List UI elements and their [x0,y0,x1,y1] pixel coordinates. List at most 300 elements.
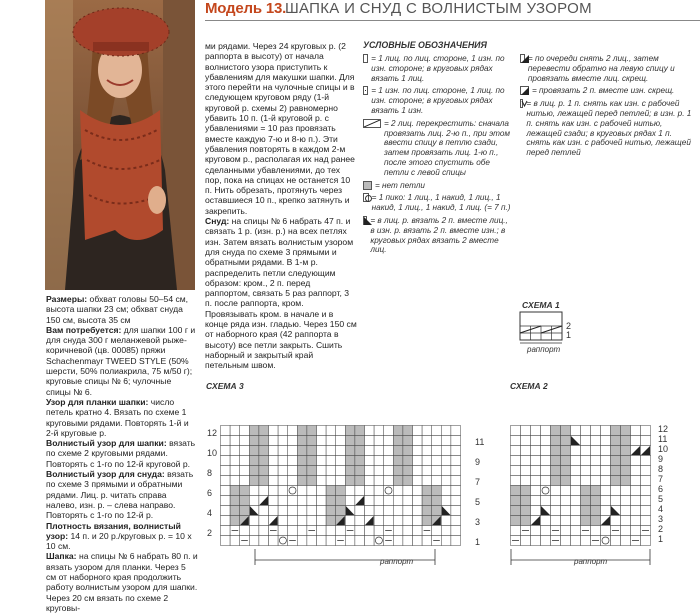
chart-cell [511,506,521,516]
chart-cell [413,456,423,466]
chart-cell [581,486,591,496]
chart-cell [326,536,336,546]
row-number: 8 [658,464,664,474]
chart-cell [326,476,336,486]
chart-cell [631,436,641,446]
chart-cell [278,496,288,506]
chart-cell [307,496,317,506]
chart-cell [307,436,317,446]
chart-cell [336,526,346,536]
row-number: 7 [658,474,664,484]
no-stitch-symbol-icon [363,181,372,190]
chart-cell [413,426,423,436]
chart-cell [561,436,571,446]
chart-cell [221,536,231,546]
rapport-label: раппорт [380,557,414,566]
chart-cell [269,486,279,496]
chart-cell [269,456,279,466]
chart-cell [365,426,375,436]
chart-cell [591,486,601,496]
chart-cell [422,446,432,456]
chart-cell [393,496,403,506]
chart-cell [531,506,541,516]
chart-cell [288,456,298,466]
chart-cell [561,446,571,456]
page-header [205,0,700,21]
chart-cell [374,476,384,486]
chart-cell [521,516,531,526]
chart-cell [326,456,336,466]
chart-cell [393,476,403,486]
chart-cell [641,506,651,516]
paragraph: Волнистый узор для шапки: вязать по схеме 2 круговыми рядами. Повторять с 1-го по 12-й круговой р. [46,438,196,469]
chart-cell [221,456,231,466]
chart-cell [591,436,601,446]
chart-cell [393,526,403,536]
chart-cell [278,426,288,436]
chart-cell [326,526,336,536]
chart-cell [551,436,561,446]
paragraph: Плотность вязания, волнистый узор: 14 п. и 20 р./круговых р. = 10 х 10 см. [46,520,192,552]
chart-cell [307,446,317,456]
chart-cell [611,476,621,486]
rapport-label: раппорт [574,557,608,566]
chart-cell [326,496,336,506]
chart-cell [230,486,240,496]
chart-cell [541,466,551,476]
chart-cell [521,476,531,486]
chart-cell [541,476,551,486]
chart-cell [631,496,641,506]
schema3-chart [220,425,470,575]
chart-cell [551,516,561,526]
chart-cell [249,486,259,496]
row-number: 3 [658,514,664,524]
chart-cell [441,526,451,536]
chart-cell [601,486,611,496]
chart-cell [240,456,250,466]
chart-cell [230,476,240,486]
chart-cell [621,426,631,436]
chart-cell [511,516,521,526]
chart-cell [451,496,461,506]
chart-cell [317,466,327,476]
legend-right [520,54,695,158]
chart-cell [521,536,531,546]
row-number: 2 [207,528,213,538]
chart-cell [355,436,365,446]
chart-cell [403,486,413,496]
chart-cell [345,446,355,456]
paragraph: Волнистый узор для снуда: вязать по схеме 3 прямыми и обратными рядами. Лиц. р. читать справа налево, изн. р. – слева направо. Повторять с 1-го по 12-й р. [46,469,194,521]
page-title: ШАПКА И СНУД С ВОЛНИСТЫМ УЗОРОМ [285,0,592,17]
chart-cell [551,446,561,456]
chart-cell [230,516,240,526]
chart-cell [561,476,571,486]
chart-cell [432,506,442,516]
chart-cell [249,436,259,446]
legend-item: = нет петли [363,181,513,191]
chart-cell [365,506,375,516]
chart-cell [345,456,355,466]
paragraph: ми рядами. Через 24 круговых р. (2 раппорта в высоту) от начала волнистого узора приступить к убавлениям для макушки шапки. Для этого перейти на чулочные спицы и в следующем круговом ряду (1-й круговой р. схемы 2) равномерно убавить 10 п. (1-й круговой р. с убавлениями = 10 раз провязать вместе каждую 7-ю и 8-ю п.). Эти убавления повторять в каждом 2-м круговом р., располагая их над ранее сделанными убавлениями, до тех пор, пока на спицах не останется 10 п. Нить обрезать, протянуть через оставшиеся 10 п., крепко затянуть и закрепить. [205,41,355,216]
chart-cell [393,426,403,436]
chart-cell [269,446,279,456]
row-number: 11 [475,437,485,447]
chart-cell [413,476,423,486]
chart-cell [355,476,365,486]
chart-cell [249,446,259,456]
row-number: 12 [207,428,218,438]
k2tog-symbol-icon [363,216,367,225]
chart-cell [259,456,269,466]
chart-cell [422,496,432,506]
chart-cell [374,436,384,446]
chart-cell [403,446,413,456]
chart-cell [345,476,355,486]
materials-text [46,294,198,613]
picot-mark [289,487,296,494]
purl-symbol-icon [363,86,368,95]
chart-cell [422,436,432,446]
chart-cell [221,436,231,446]
chart-cell [591,456,601,466]
chart-cell [307,506,317,516]
chart-cell [326,426,336,436]
chart-cell [561,506,571,516]
chart-cell [269,496,279,506]
chart-cell [601,496,611,506]
chart-cell [511,436,521,446]
chart-cell [441,426,451,436]
schema2-title: СХЕМА 2 [510,381,548,391]
chart-cell [422,466,432,476]
chart-cell [591,516,601,526]
chart-cell [317,516,327,526]
chart-cell [307,476,317,486]
chart-cell [221,526,231,536]
chart-cell [393,536,403,546]
chart-cell [336,486,346,496]
chart-cell [511,496,521,506]
chart-cell [307,486,317,496]
chart-cell [581,516,591,526]
chart-cell [393,466,403,476]
chart-cell [611,466,621,476]
chart-cell [249,466,259,476]
chart-cell [230,496,240,506]
chart-cell [240,486,250,496]
chart-cell [521,466,531,476]
chart-cell [365,456,375,466]
chart-cell [336,426,346,436]
chart-cell [249,526,259,536]
chart-cell [393,446,403,456]
chart-cell [451,466,461,476]
row-number: 1 [658,534,664,544]
chart-cell [384,496,394,506]
chart-cell [355,506,365,516]
chart-cell [297,536,307,546]
chart-cell [571,516,581,526]
chart-cell [269,536,279,546]
chart-cell [551,486,561,496]
chart-cell [561,426,571,436]
chart-cell [374,526,384,536]
chart-cell [317,506,327,516]
chart-cell [561,536,571,546]
chart-cell [259,526,269,536]
chart-cell [269,466,279,476]
row-number: 8 [207,468,213,478]
chart-cell [326,516,336,526]
legend-item: = в лиц. р. 1 п. снять как изн. с рабочей нитью, лежащей перед петлей; в изн. р. 1 п. снять как изн. с рабочей нитью, лежащей сзади; в круговых рядах 1 п. снять как изн. с рабочей нитью, лежащей перед петлей [520,99,695,158]
chart-cell [345,536,355,546]
paragraph: Снуд: на спицы № 6 набрать 47 п. и связать 1 р. (изн. р.) на всех петлях изн. Затем вязать волнистым узором для снуда по схеме 3 прямыми и обратными рядами. В 1-м р. распределить петли следующим образом: кром., 2 п. перед раппортом, связать 5 раз раппорт, 3 п. после раппорта, кром. Провязывать кром. в начале и в конце ряда изн. гладью. Через 150 см от наборного края (42 раппорта в высоту) все петли закрыть. Сшить наборный и закрытый край петельным швом. [205,216,357,371]
chart-cell [384,516,394,526]
chart-cell [571,456,581,466]
chart-cell [571,476,581,486]
chart-cell [230,446,240,456]
chart-cell [591,476,601,486]
chart-cell [221,426,231,436]
chart-cell [511,426,521,436]
chart-cell [336,456,346,466]
row-number: 5 [475,497,481,507]
chart-cell [451,476,461,486]
chart-cell [571,536,581,546]
chart-cell [591,526,601,536]
chart-cell [240,436,250,446]
chart-cell [601,426,611,436]
row-number: 9 [475,457,481,467]
chart-cell [551,456,561,466]
chart-cell [541,536,551,546]
chart-cell [278,476,288,486]
chart-cell [288,526,298,536]
chart-cell [259,466,269,476]
chart-cell [451,526,461,536]
chart-cell [393,516,403,526]
chart-cell [511,476,521,486]
chart-cell [531,526,541,536]
chart-cell [641,496,651,506]
chart-cell [230,506,240,516]
row-number: 2 [566,321,572,331]
chart-cell [355,466,365,476]
row-number: 11 [658,434,668,444]
chart-cell [441,446,451,456]
picot-mark [385,487,392,494]
chart-cell [221,486,231,496]
chart-cell [451,506,461,516]
chart-cell [317,496,327,506]
chart-cell [336,466,346,476]
chart-cell [240,446,250,456]
chart-cell [413,486,423,496]
chart-cell [422,456,432,466]
chart-cell [230,466,240,476]
chart-cell [511,486,521,496]
row-number: 10 [207,448,218,458]
chart-cell [441,436,451,446]
chart-cell [541,526,551,536]
chart-cell [581,466,591,476]
chart-cell [384,466,394,476]
chart-cell [571,496,581,506]
chart-cell [403,526,413,536]
chart-cell [611,436,621,446]
chart-cell [581,446,591,456]
chart-cell [317,476,327,486]
chart-cell [278,526,288,536]
chart-cell [413,536,423,546]
knit-symbol-icon [363,54,368,63]
chart-cell [345,516,355,526]
slip-symbol-icon [520,99,523,108]
chart-cell [259,426,269,436]
chart-cell [631,526,641,536]
chart-cell [297,446,307,456]
chart-cell [374,486,384,496]
chart-cell [355,526,365,536]
picot-symbol-icon [363,193,369,202]
chart-cell [531,536,541,546]
row-number: 9 [658,454,664,464]
chart-cell [521,486,531,496]
chart-cell [403,536,413,546]
chart-cell [336,436,346,446]
chart-cell [601,466,611,476]
chart-cell [269,426,279,436]
chart-cell [441,536,451,546]
chart-cell [230,426,240,436]
chart-cell [374,426,384,436]
chart-cell [641,436,651,446]
chart-cell [249,536,259,546]
chart-cell [345,496,355,506]
chart-cell [365,536,375,546]
chart-cell [259,436,269,446]
chart-cell [393,486,403,496]
chart-cell [365,446,375,456]
chart-cell [611,536,621,546]
chart-cell [641,466,651,476]
chart-cell [259,476,269,486]
chart-cell [621,486,631,496]
chart-cell [230,536,240,546]
legend-heading: УСЛОВНЫЕ ОБОЗНАЧЕНИЯ [363,40,487,50]
chart-cell [551,466,561,476]
chart-cell [413,516,423,526]
chart-cell [374,446,384,456]
cross-symbol-icon [363,119,381,128]
chart-cell [221,466,231,476]
chart-cell [307,516,317,526]
chart-cell [432,426,442,436]
row-number: 4 [658,504,664,514]
chart-cell [571,466,581,476]
chart-cell [631,486,641,496]
legend-item: = провязать 2 п. вместе изн. скрещ. [520,86,695,96]
paragraph: Шапка: на спицы № 6 набрать 80 п. и вязать узором для планки. Через 5 см от наборного края продолжить работу волнистым узором для шапки. Через 20 см вязать по схеме 2 круговы- [46,551,198,613]
legend-item: = 1 изн. по лиц. стороне, 1 лиц. по изн. стороне; в круговых рядах вязать 1 изн. [363,86,513,115]
chart-cell [317,436,327,446]
chart-cell [441,476,451,486]
chart-cell [601,436,611,446]
chart-cell [413,496,423,506]
chart-cell [336,496,346,506]
chart-cell [221,476,231,486]
p2tog-symbol-icon [520,86,529,95]
chart-cell [531,486,541,496]
chart-cell [345,436,355,446]
chart-cell [601,476,611,486]
chart-cell [432,496,442,506]
chart-cell [278,516,288,526]
legend-left [363,54,513,255]
row-number: 2 [658,524,664,534]
chart-cell [432,466,442,476]
chart-cell [259,516,269,526]
chart-cell [601,506,611,516]
paragraph: Размеры: обхват головы 50–54 см, высота шапки 23 см; обхват снуда 150 см, высота 35 см [46,294,189,325]
chart-cell [561,486,571,496]
chart-cell [317,446,327,456]
chart-cell [297,476,307,486]
chart-cell [432,486,442,496]
chart-cell [365,486,375,496]
row-number: 1 [566,330,572,340]
chart-cell [297,516,307,526]
chart-cell [601,446,611,456]
chart-cell [511,526,521,536]
chart-cell [297,436,307,446]
chart-cell [259,486,269,496]
chart-cell [413,506,423,516]
chart-cell [393,456,403,466]
chart-cell [307,456,317,466]
picot-mark [542,487,549,494]
chart-cell [521,496,531,506]
chart-cell [621,516,631,526]
model-number: Модель 13. [205,0,287,17]
chart-cell [384,446,394,456]
chart-cell [326,446,336,456]
chart-cell [422,516,432,526]
legend-item: = в лиц. р. вязать 2 п. вместе лиц., в изн. р. вязать 2 п. вместе изн.; в круговых рядах вязать 2 вместе лиц. [363,216,513,255]
chart-cell [581,506,591,516]
chart-cell [511,446,521,456]
chart-cell [413,436,423,446]
chart-cell [345,426,355,436]
chart-cell [297,456,307,466]
chart-cell [521,446,531,456]
chart-cell [631,426,641,436]
chart-cell [336,506,346,516]
chart-cell [297,426,307,436]
chart-cell [432,456,442,466]
row-number: 3 [475,517,481,527]
chart-cell [288,446,298,456]
chart-cell [278,446,288,456]
chart-cell [521,426,531,436]
chart-cell [531,496,541,506]
legend-item: = 1 пико: 1 лиц., 1 накид, 1 лиц., 1 накид, 1 лиц., 1 накид, 1 лиц. (= 7 п.) [363,193,513,213]
chart-cell [384,426,394,436]
chart-cell [541,456,551,466]
chart-cell [288,506,298,516]
